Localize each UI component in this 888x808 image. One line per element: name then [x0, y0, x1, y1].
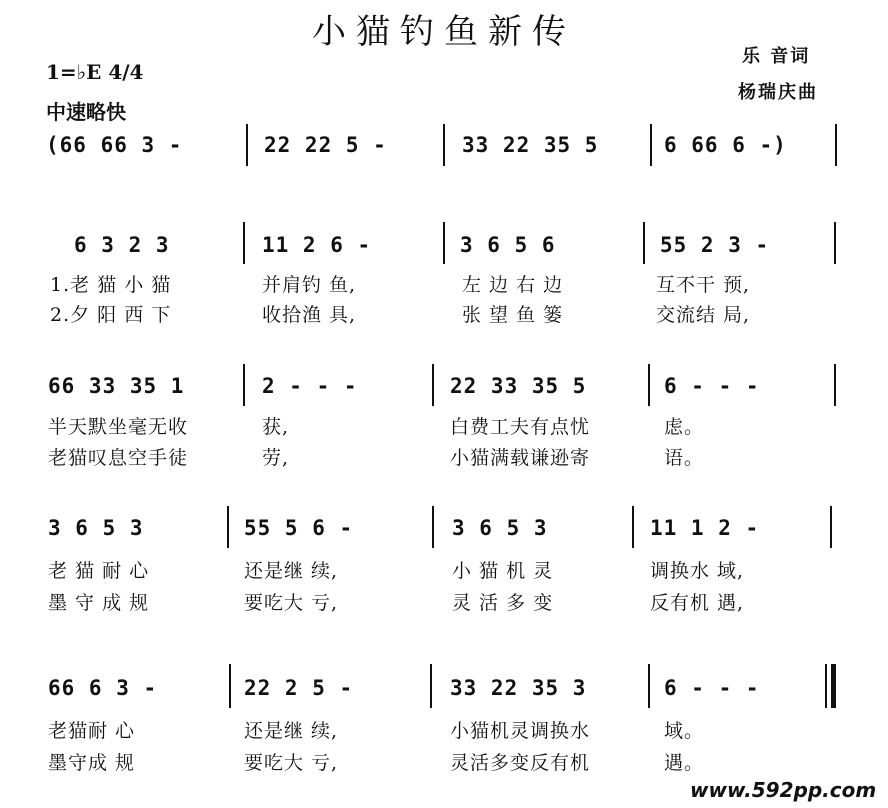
- barline: [834, 364, 836, 406]
- barline: [443, 124, 445, 166]
- lyricist-credit: 乐 音词: [742, 46, 811, 67]
- line1-measure-4: 55 2 3 -: [660, 233, 770, 257]
- watermark-link[interactable]: www.592pp.com: [690, 778, 877, 802]
- line3-verse2-lyric: 要吃大 亏,: [244, 592, 339, 614]
- line2-verse1-lyric: 半天默坐毫无收: [48, 416, 189, 438]
- line2-verse1-lyric: 白费工夫有点忧: [450, 416, 591, 438]
- line3-verse2-lyric: 灵 活 多 变: [452, 592, 554, 614]
- line3-measure-4: 11 1 2 -: [650, 516, 760, 540]
- line3-verse1-lyric: 调换水 域,: [650, 560, 745, 582]
- line1-verse2-lyric: 交流结 局,: [656, 304, 751, 326]
- page-title: 小猫钓鱼新传: [312, 12, 576, 52]
- barline: [834, 222, 836, 264]
- line1-verse2-lyric: 张 望 鱼 篓: [462, 304, 564, 326]
- line4-verse2-lyric: 遇。: [664, 752, 705, 774]
- intro-measure-3: 33 22 35 5: [462, 133, 599, 157]
- line2-measure-4: 6 - - -: [664, 374, 760, 398]
- line1-measure-2: 11 2 6 -: [262, 233, 372, 257]
- barline: [643, 222, 645, 264]
- line4-measure-3: 33 22 35 3: [450, 676, 587, 700]
- line1-verse1-lyric: 互不干 预,: [656, 274, 751, 296]
- barline: [432, 364, 434, 406]
- line4-verse1-lyric: 小猫机灵调换水: [450, 720, 591, 742]
- intro-measure-1: (66 66 3 -: [46, 133, 183, 157]
- barline: [632, 506, 634, 548]
- line2-verse1-lyric: 虑。: [664, 416, 705, 438]
- barline: [432, 506, 434, 548]
- line2-verse2-lyric: 小猫满载谦逊寄: [450, 447, 591, 469]
- line4-verse2-lyric: 灵活多变反有机: [450, 752, 591, 774]
- line1-measure-3: 3 6 5 6: [460, 233, 556, 257]
- line4-measure-1: 66 6 3 -: [48, 676, 158, 700]
- line2-measure-1: 66 33 35 1: [48, 374, 185, 398]
- line1-verse1-lyric: 1.老 猫 小 猫: [50, 274, 172, 296]
- line1-verse1-lyric: 左 边 右 边: [462, 274, 564, 296]
- line1-verse2-lyric: 2.夕 阳 西 下: [50, 304, 172, 326]
- barline: [830, 506, 832, 548]
- line4-verse2-lyric: 要吃大 亏,: [244, 752, 339, 774]
- barline: [430, 664, 432, 708]
- line4-verse1-lyric: 域。: [664, 720, 705, 742]
- line2-verse2-lyric: 老猫叹息空手徒: [48, 447, 189, 469]
- barline: [243, 222, 245, 264]
- line2-measure-3: 22 33 35 5: [450, 374, 587, 398]
- line4-verse1-lyric: 老猫耐 心: [48, 720, 136, 742]
- line2-measure-2: 2 - - -: [262, 374, 358, 398]
- key-signature: 1=♭E 4/4: [46, 60, 144, 84]
- barline: [227, 506, 229, 548]
- line2-verse1-lyric: 获,: [262, 416, 290, 438]
- line1-verse1-lyric: 并肩钓 鱼,: [262, 274, 357, 296]
- barline: [648, 664, 650, 708]
- tempo-marking: 中速略快: [46, 100, 126, 124]
- barline: [648, 364, 650, 406]
- line3-verse1-lyric: 老 猫 耐 心: [48, 560, 150, 582]
- final-barline-thick: [831, 664, 836, 708]
- line1-verse2-lyric: 收拾渔 具,: [262, 304, 357, 326]
- intro-measure-2: 22 22 5 -: [264, 133, 387, 157]
- line3-measure-3: 3 6 5 3: [452, 516, 548, 540]
- composer-credit: 杨瑞庆曲: [738, 82, 818, 103]
- barline: [650, 124, 652, 166]
- barline: [443, 222, 445, 264]
- barline: [229, 664, 231, 708]
- line4-verse2-lyric: 墨守成 规: [48, 752, 136, 774]
- line3-measure-2: 55 5 6 -: [244, 516, 354, 540]
- line3-verse1-lyric: 还是继 续,: [244, 560, 339, 582]
- intro-measure-4: 6 66 6 -): [664, 133, 787, 157]
- final-barline-thin: [825, 664, 827, 708]
- barline: [246, 124, 248, 166]
- line3-verse2-lyric: 反有机 遇,: [650, 592, 745, 614]
- barline: [835, 124, 837, 166]
- line4-measure-2: 22 2 5 -: [244, 676, 354, 700]
- barline: [243, 364, 245, 406]
- line4-verse1-lyric: 还是继 续,: [244, 720, 339, 742]
- line1-measure-1: 6 3 2 3: [74, 233, 170, 257]
- line3-verse2-lyric: 墨 守 成 规: [48, 592, 150, 614]
- line2-verse2-lyric: 劳,: [262, 447, 290, 469]
- line2-verse2-lyric: 语。: [664, 447, 705, 469]
- line3-verse1-lyric: 小 猫 机 灵: [452, 560, 554, 582]
- line4-measure-4: 6 - - -: [664, 676, 760, 700]
- line3-measure-1: 3 6 5 3: [48, 516, 144, 540]
